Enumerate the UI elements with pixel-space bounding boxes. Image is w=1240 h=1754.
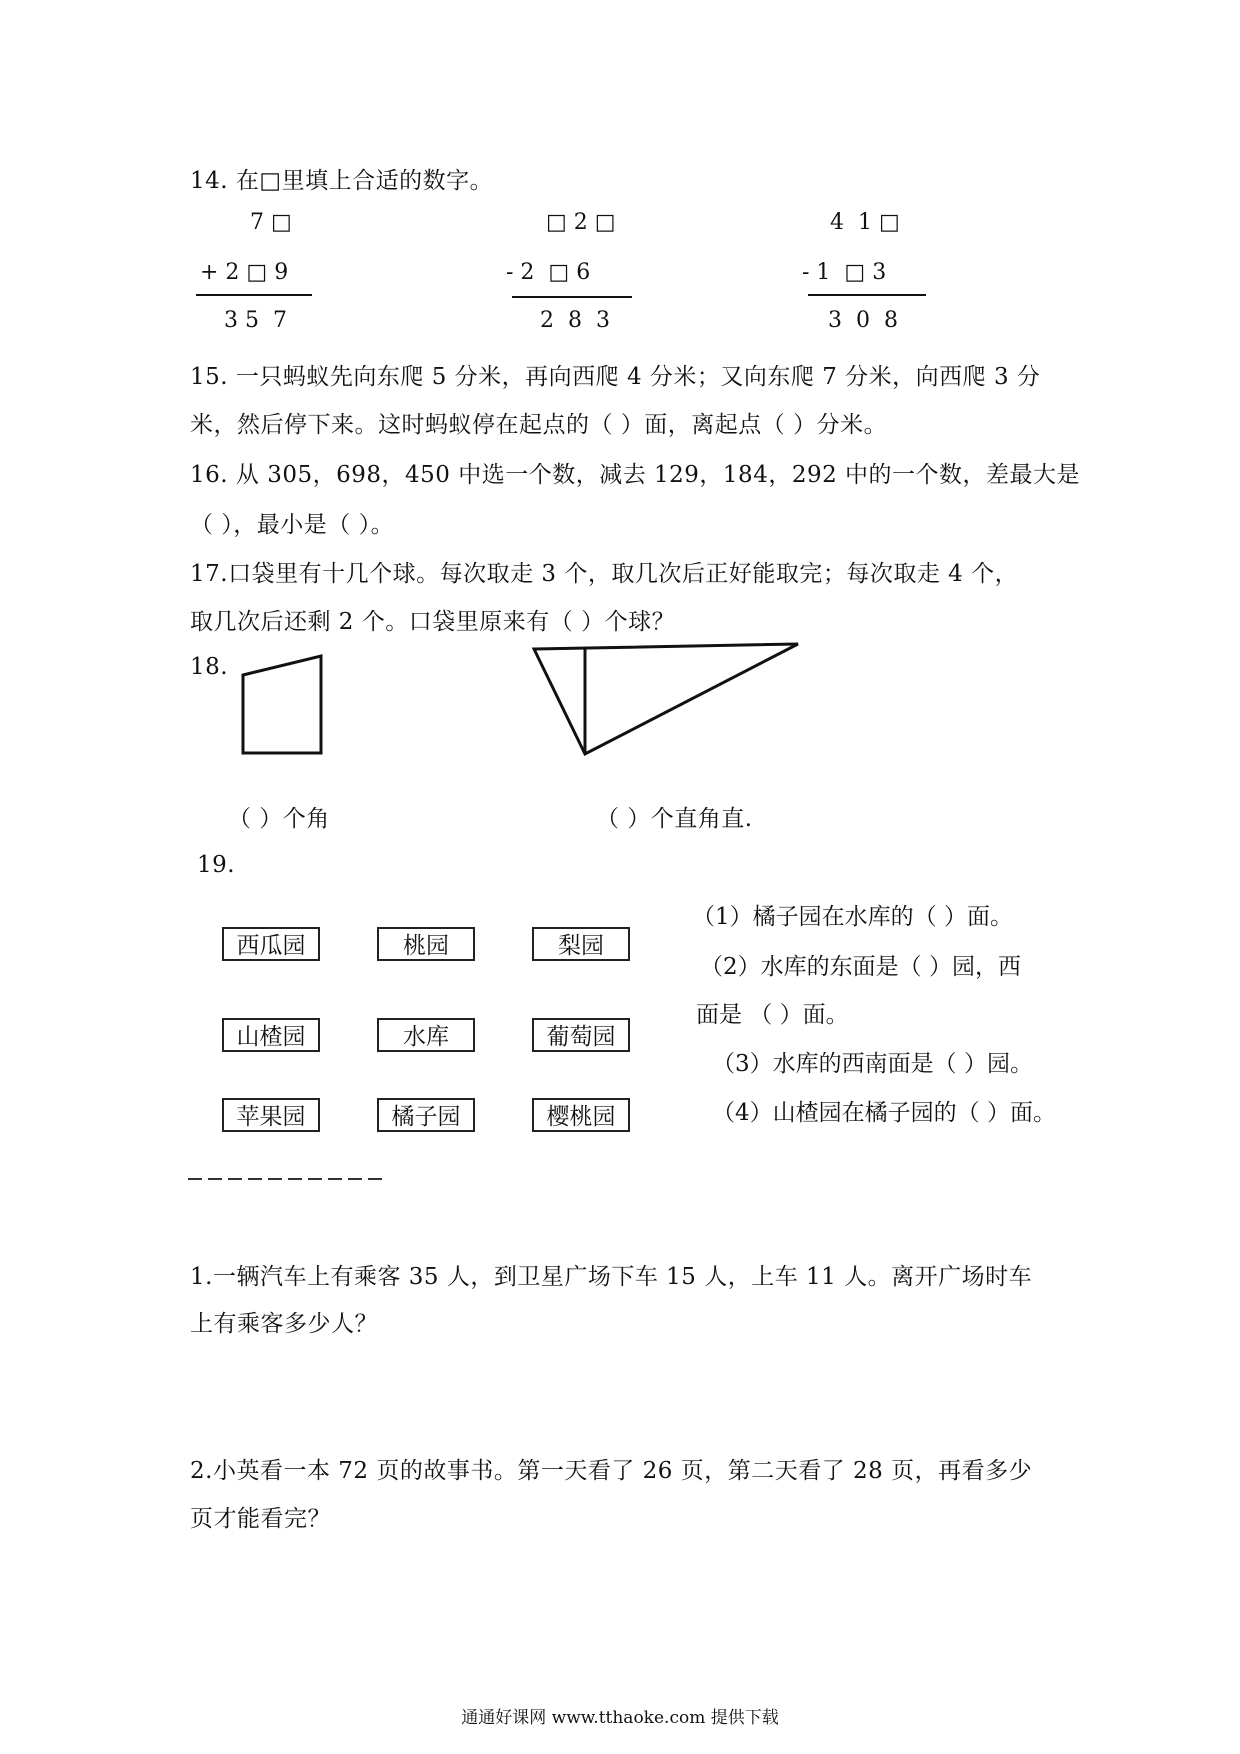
q14-p3-row2: - 1 □ 3 [802,260,887,285]
garden-cherry: 樱桃园 [532,1098,630,1132]
q14-p3-row1: 4 1 □ [830,210,900,235]
q18-triangle [534,644,798,754]
q18-quadrilateral [243,656,321,753]
q14-p2-row1: □ 2 □ [546,210,616,235]
word-problem-1-line1: 1.一辆汽车上有乘客 35 人，到卫星广场下车 15 人，上车 11 人。离开广场时车 [190,1264,1033,1290]
q14-p3-result: 3 0 8 [828,308,898,333]
garden-hawthorn: 山楂园 [222,1018,320,1052]
garden-pear: 梨园 [532,927,630,961]
q16-line1: 16. 从 305，698，450 中选一个数，减去 129，184，292 中的一个数，差最大是 [190,462,1081,488]
q15-line2: 米，然后停下来。这时蚂蚁停在起点的（ ）面，离起点（ ）分米。 [190,412,888,438]
garden-reservoir: 水库 [377,1018,475,1052]
word-problem-2-line2: 页才能看完？ [190,1506,331,1532]
q18-blank-right-angles: （ ）个直角直. [596,806,753,832]
q19-question-1: （1）橘子园在水库的（ ）面。 [692,904,1013,930]
q14-p1-rule [196,294,312,296]
q19-question-2: （2）水库的东面是（ ）园，西 [700,954,1021,980]
garden-orange: 橘子园 [377,1098,475,1132]
q19-question-3: （3）水库的西南面是（ ）园。 [712,1051,1033,1077]
q14-title: 14. 在□里填上合适的数字。 [190,168,494,194]
word-problem-2-line1: 2.小英看一本 72 页的故事书。第一天看了 26 页，第二天看了 28 页，再看多少 [190,1458,1033,1484]
q17-line2: 取几次后还剩 2 个。口袋里原来有（ ）个球？ [190,609,676,635]
q19-question-4: （4）山楂园在橘子园的（ ）面。 [712,1100,1056,1126]
q14-p1-result: 3 5 7 [224,308,287,333]
q14-p2-row2: - 2 □ 6 [506,260,591,285]
q14-p2-rule [512,296,632,298]
garden-peach: 桃园 [377,927,475,961]
word-problem-1-line2: 上有乘客多少人？ [190,1311,378,1337]
q18-figures [0,640,1240,760]
cut-off-heading [188,1176,388,1182]
page-footer: 通通好课网 www.tthaoke.com 提供下载 [461,1708,779,1728]
q18-label: 18. [190,654,229,680]
q19-question-2-cont: 面是 （ ）面。 [696,1002,849,1028]
q14-p2-result: 2 8 3 [540,308,610,333]
q19-label: 19. [197,852,236,878]
q15-line1: 15. 一只蚂蚁先向东爬 5 分米，再向西爬 4 分米；又向东爬 7 分米，向西爬 3 分 [190,364,1041,390]
q18-blank-angles: （ ）个角 [228,806,330,832]
garden-apple: 苹果园 [222,1098,320,1132]
garden-watermelon: 西瓜园 [222,927,320,961]
q16-line2: （ ），最小是（ ）。 [190,512,395,538]
q14-p3-rule [808,294,926,296]
q17-line1: 17.口袋里有十几个球。每次取走 3 个，取几次后正好能取完；每次取走 4 个， [190,561,1019,587]
garden-grape: 葡萄园 [532,1018,630,1052]
q14-p1-row1: 7 □ [250,210,292,235]
q14-p1-row2: + 2 □ 9 [200,260,289,285]
